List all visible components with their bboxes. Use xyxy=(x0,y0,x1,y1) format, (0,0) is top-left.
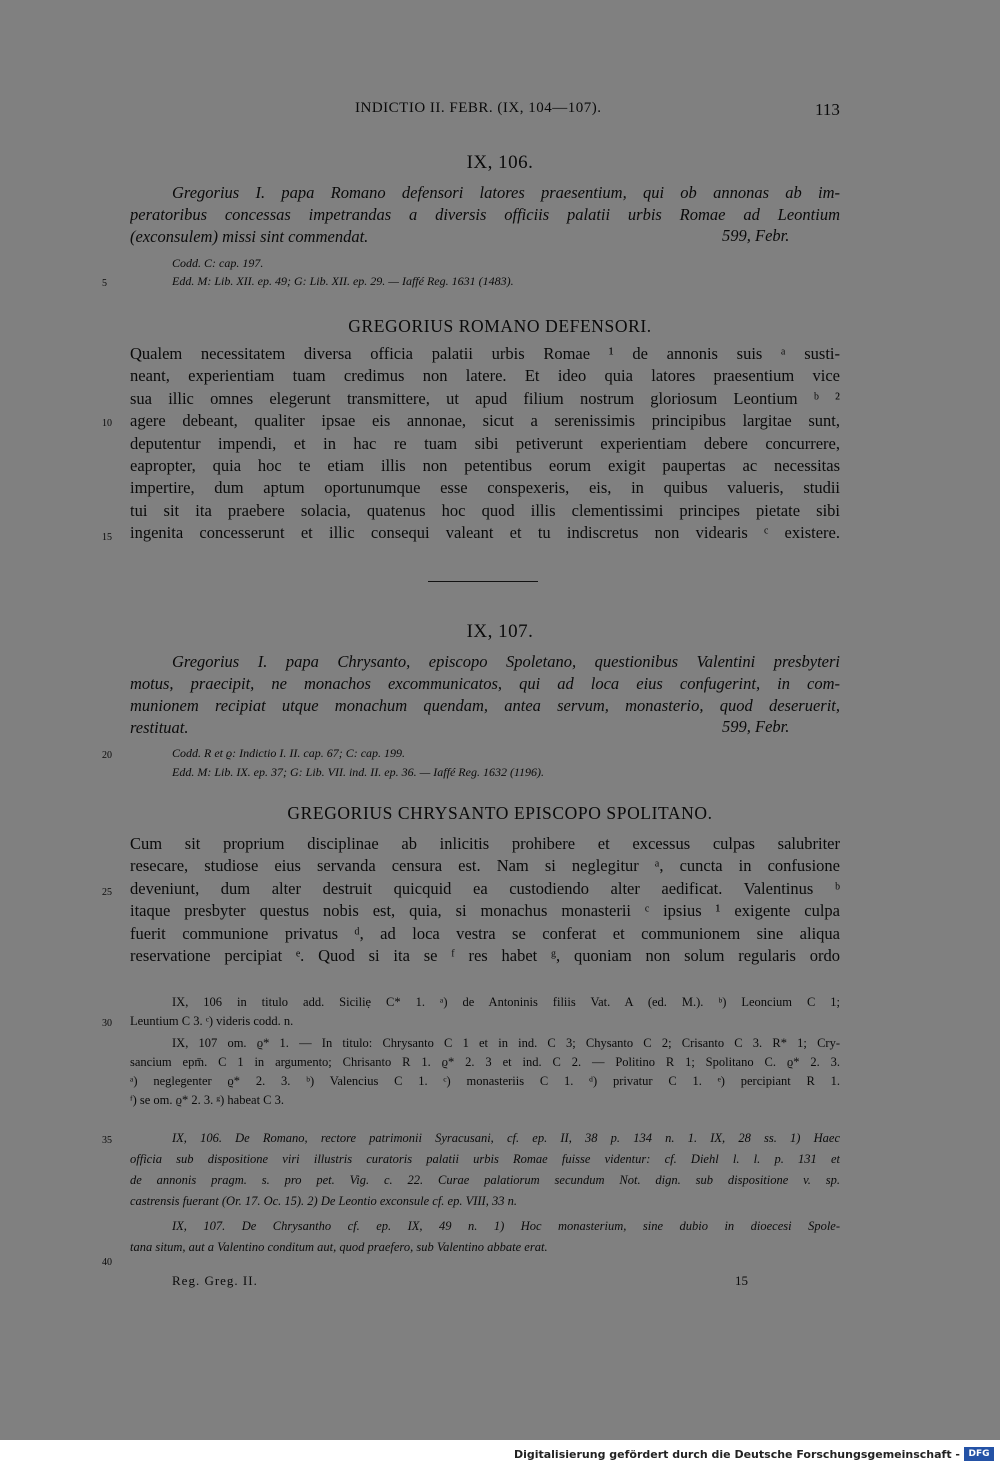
body-line: deputentur impendi, et in hac re tuam sibi petiverunt experientiam debere concurrere, xyxy=(130,433,840,453)
letter-title: IX, 106. xyxy=(466,152,534,173)
footer-credit: Digitalisierung gefördert durch die Deutsche Forschungsgemeinschaft - xyxy=(513,1448,960,1461)
commentary-line: officia sub dispositione viri illustris curatoris palatii urbis Romae fuisse videntur: cf. Diehl l. l. p. 131 et xyxy=(130,1152,840,1166)
editions-line: Edd. M: Lib. IX. ep. 37; G: Lib. VII. ind. II. ep. 36. — Iaffé Reg. 1632 (1196). xyxy=(172,765,545,779)
letter-rubric: GREGORIUS ROMANO DEFENSORI. xyxy=(348,316,652,336)
summary-line: peratoribus concessas impetrandas a diversis officiis palatii urbis Romae ad Leontium xyxy=(130,205,840,224)
note-line: ᶠ) se om. ϱ* 2. 3. ᵍ) habeat C 3. xyxy=(130,1093,285,1107)
note-line: IX, 106 in titulo add. Siciliẹ C* 1. ᵃ) de Antoninis filiis Vat. A (ed. M.). ᵇ) Leoncium C 1; xyxy=(172,995,840,1009)
margin-line-number: 20 xyxy=(102,750,112,761)
body-line: tui sit ita praebere solacia, quatenus hoc quod illis clementissimi principes pietate sibi xyxy=(130,500,840,520)
body-line: Qualem necessitatem diversa officia palatii urbis Romae ¹ de annonis suis ᵃ susti- xyxy=(130,344,840,363)
margin-line-number: 10 xyxy=(102,418,112,429)
signature-mark: Reg. Greg. II. xyxy=(172,1273,258,1288)
summary-line: munionem recipiat utque monachum quendam, antea servum, monasterio, quod deseruerit, xyxy=(130,696,840,715)
body-line: reservatione percipiat ᵉ. Quod si ita se ᶠ res habet ᵍ, quoniam non solum regularis ordo xyxy=(130,946,840,966)
margin-line-number: 40 xyxy=(102,1257,112,1268)
margin-line-number: 30 xyxy=(102,1018,112,1029)
page-number: 113 xyxy=(815,100,840,119)
dfg-logo: DFG xyxy=(964,1447,994,1461)
summary-line: Gregorius I. papa Romano defensori latores praesentium, qui ob annonas ab im- xyxy=(172,183,840,202)
body-line: neant, experientiam tuam credimus non latere. Et ideo quia latores praesentium vice xyxy=(130,366,840,386)
body-line: impertire, dum aptum oportunumque esse conspexeris, eis, in quibus valueris, studii xyxy=(130,478,840,498)
letter-title: IX, 107. xyxy=(466,621,534,642)
codices-line: Codd. R et ϱ: Indictio I. II. cap. 67; C: cap. 199. xyxy=(172,746,406,760)
note-line: ᵃ) neglegenter ϱ* 2. 3. ᵇ) Valencius C 1. ᶜ) monasteriis C 1. ᵈ) privatur C 1. ᵉ) percipiant R 1. xyxy=(130,1074,840,1088)
variant-notes xyxy=(130,993,840,1110)
letter-body xyxy=(130,343,840,545)
footer-bar xyxy=(0,1440,1000,1469)
commentary-line: IX, 107. De Chrysantho cf. ep. IX, 49 n. 1) Hoc monasterium, sine dubio in dioecesi Spole- xyxy=(172,1219,840,1233)
summary-line: Gregorius I. papa Chrysanto, episcopo Spoletano, questionibus Valentini presbyteri xyxy=(172,652,840,671)
body-line: fuerit communione privatus ᵈ, ad loca vestra se conferat et communionem sine aliqua xyxy=(130,923,840,943)
letter-date: 599, Febr. xyxy=(722,226,790,245)
body-line: agere debeant, qualiter ipsae eis annonae, sicut a serenissimis principibus largitae sunt, xyxy=(130,411,840,431)
body-line: eapropter, quia hoc te etiam illis non petentibus eorum exigit paupertas ac necessitas xyxy=(130,456,840,476)
commentary-line: de annonis pragm. s. pro pet. Vig. c. 22. Curae palatiorum secundum Not. dign. sub dispositione v. sp. xyxy=(130,1173,840,1187)
summary-line: motus, praecipit, ne monachos excommunicatos, qui ad loca eius confugerint, in com- xyxy=(130,674,840,693)
margin-line-number: 15 xyxy=(102,532,112,543)
note-line: sancium epm̄. C 1 in argumento; Chrisanto R 1. ϱ* 2. 3 et ind. C 2. — Politino R 1; Spolitano C. ϱ* 2. 3. xyxy=(130,1055,840,1069)
editions-line: Edd. M: Lib. XII. ep. 49; G: Lib. XII. ep. 29. — Iaffé Reg. 1631 (1483). xyxy=(172,274,514,288)
margin-line-number: 25 xyxy=(102,887,112,898)
letter-body xyxy=(130,833,840,967)
section-divider xyxy=(428,581,538,582)
commentary-line: tana situm, aut a Valentino conditum aut, quod praefero, sub Valentino abbate erat. xyxy=(130,1240,548,1254)
codices-line: Codd. C: cap. 197. xyxy=(172,256,264,270)
commentary-notes xyxy=(130,1128,840,1258)
commentary-line: castrensis fuerant (Or. 17. Oc. 15). 2) De Leontio exconsule cf. ep. VIII, 33 n. xyxy=(130,1194,517,1208)
note-line: Leuntium C 3. ᶜ) videris codd. n. xyxy=(130,1014,294,1028)
margin-line-number: 5 xyxy=(102,278,107,289)
summary-line: (exconsulem) missi sint commendat. xyxy=(130,227,369,246)
running-header: INDICTIO II. FEBR. (IX, 104—107). xyxy=(355,100,602,116)
summary-line: restituat. xyxy=(130,718,189,737)
body-line: deveniunt, dum alter destruit quicquid ea custodiendo alter aedificat. Valentinus ᵇ xyxy=(130,878,840,898)
body-line: itaque presbyter questus nobis est, quia, si monachus monasterii ᶜ ipsius ¹ exigente culpa xyxy=(130,901,840,921)
body-line: ingenita concesserunt et illic consequi valeant et tu indiscretus non videaris ᶜ existere. xyxy=(130,523,840,543)
margin-line-number: 35 xyxy=(102,1135,112,1146)
commentary-line: IX, 106. De Romano, rectore patrimonii Syracusani, cf. ep. II, 38 p. 134 n. 1. IX, 28 ss. 1) Haec xyxy=(172,1131,840,1145)
letter-rubric: GREGORIUS CHRYSANTO EPISCOPO SPOLITANO. xyxy=(287,803,713,823)
body-line: Cum sit proprium disciplinae ab inlicitis prohibere et excessus culpas salubriter xyxy=(130,834,840,853)
note-line: IX, 107 om. ϱ* 1. — In titulo: Chrysanto C 1 et in ind. C 3; Chysanto C 2; Crisanto C 3. R* 1; Cry- xyxy=(172,1036,840,1050)
signature-number: 15 xyxy=(735,1273,748,1288)
body-line: sua illic omnes elegerunt transmittere, ut apud filium nostrum gloriosum Leontium ᵇ ² xyxy=(130,388,840,408)
letter-date: 599, Febr. xyxy=(722,717,790,736)
body-line: resecare, studiose eius servanda censura est. Nam si neglegitur ᵃ, cuncta in confusione xyxy=(130,856,840,876)
